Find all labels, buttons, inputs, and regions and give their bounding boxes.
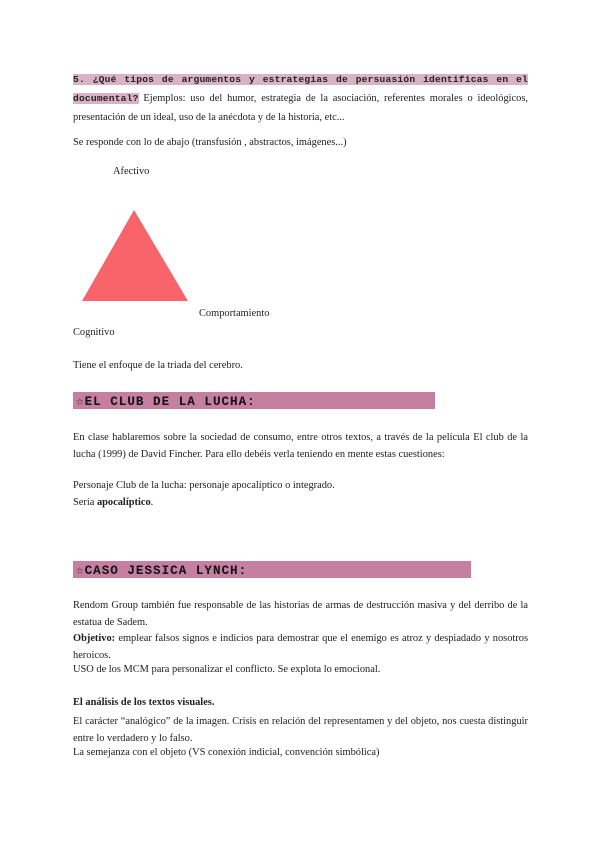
- objetivo-label: Objetivo:: [73, 633, 116, 644]
- seria-bold: apocalíptico: [96, 497, 151, 508]
- jessica-title: ☆CASO JESSICA LYNCH:: [76, 564, 248, 578]
- club-personaje: Personaje Club de la lucha: personaje apocalíptico o integrado.: [73, 480, 335, 491]
- triangle-label-afectivo: Afectivo: [113, 166, 150, 177]
- seria-suffix: .: [150, 497, 154, 508]
- jessica-uso: USO de los MCM para personalizar el conflicto. Se explota lo emocional.: [73, 664, 381, 675]
- analysis-title: El análisis de los textos visuales.: [73, 697, 215, 708]
- analysis-semejanza: La semejanza con el objeto (VS conexión indicial, convención simbólica): [73, 747, 380, 758]
- response-line: Se responde con lo de abajo (transfusión , abstractos, imágenes...): [73, 137, 347, 148]
- jessica-objetivo: [73, 630, 528, 664]
- jessica-rendom: Rendom Group también fue responsable de las historias de armas de destrucción masiva y del derribo de la estatua de Sadem.: [73, 600, 528, 628]
- question-5-examples: Ejemplos: uso del humor, estrategia de la asociación, referentes morales o ideológicos, presentación de un ideal, uso de la anécdota y de la historia, etc...: [73, 93, 528, 123]
- objetivo-text: emplear falsos signos e indicios para demostrar que el enemigo es atroz y despiadado y nosotros heroicos.: [73, 633, 528, 661]
- club-intro: En clase hablaremos sobre la sociedad de consumo, entre otros textos, a través de la película El club de la lucha (1999) de David Fincher. Para ello debéis verla teniendo en mente estas cuestiones:: [73, 432, 528, 460]
- red-triangle: [82, 210, 188, 301]
- triad-note: Tiene el enfoque de la triada del cerebro.: [73, 360, 243, 371]
- club-section-header: [73, 392, 435, 409]
- club-seria: [73, 497, 153, 508]
- triangle-diagram: [80, 208, 190, 303]
- seria-prefix: Sería: [73, 497, 97, 508]
- triangle-label-comportamiento: Comportamiento: [199, 308, 270, 319]
- jessica-section-header: [73, 561, 471, 578]
- question-5-heading: 5. ¿Qué tipos de argumentos y estrategias de persuasión identificas en el documental?: [73, 74, 528, 104]
- triangle-label-cognitivo: Cognitivo: [73, 327, 115, 338]
- question-5: [73, 70, 528, 127]
- club-title: ☆EL CLUB DE LA LUCHA:: [76, 395, 256, 409]
- analysis-caracter: El carácter “analógico” de la imagen. Crisis en relación del representamen y del objeto, nos cuesta distinguir entre lo verdadero y lo falso.: [73, 716, 528, 744]
